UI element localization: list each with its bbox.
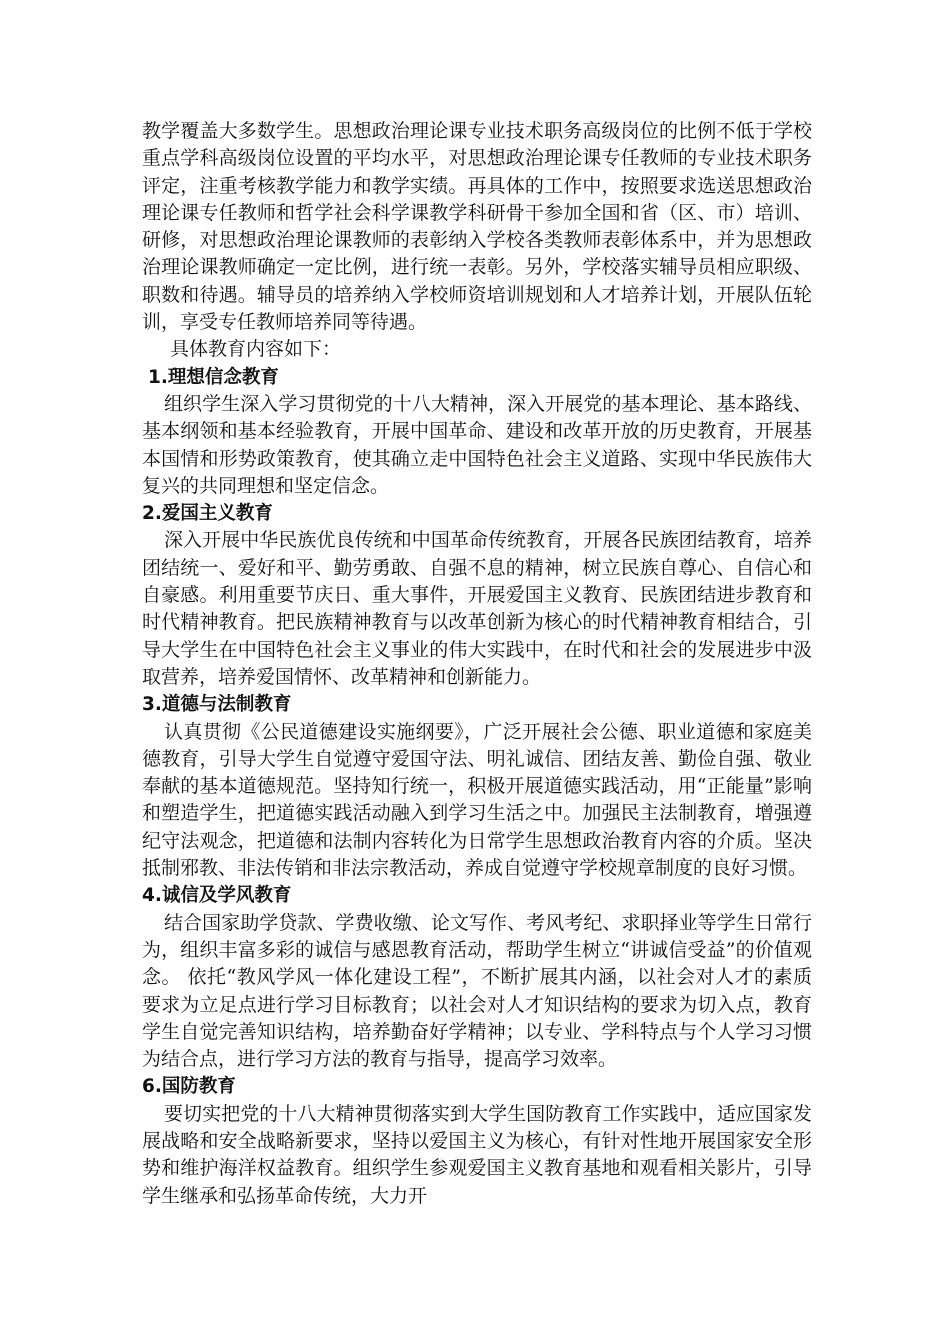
section-heading-morality-law: 3.道德与法制教育 [142,694,292,716]
section-heading-national-defense: 6.国防教育 [142,1076,236,1098]
section-body-integrity-study: 结合国家助学贷款、学费收缴、论文写作、考风考纪、求职择业等学生日常行为，组织丰富多彩的诚信与感恩教育活动，帮助学生树立“讲诚信受益”的价值观念。 依托“教风学风一体化建设工程”，不断扩展其内涵，以社会对人才的素质要求为立足点进行学习目标教育；以社会对人才知识结构的要求为切入点，教育学生自觉完善知识结构，培养勤奋好学精神；以专业、学科特点与个人学习习惯为结合点，进行学习方法的教育与指导，提高学习效率。 [142,911,812,1071]
section-heading-integrity-study: 4.诚信及学风教育 [142,885,292,907]
section-heading-ideals: 1.理想信念教育 [148,366,279,388]
section-body-ideals: 组织学生深入学习贯彻党的十八大精神，深入开展党的基本理论、基本路线、基本纲领和基本经验教育，开展中国革命、建设和改革开放的历史教育，开展基本国情和形势政策教育，使其确立走中国特色社会主义道路、实现中华民族伟大复兴的共同理想和坚定信念。 [142,392,812,497]
section-heading-patriotism: 2.爱国主义教育 [142,503,273,525]
document-page [142,118,812,1210]
lead-in-text: 具体教育内容如下： [170,338,342,361]
section-body-morality-law: 认真贯彻《公民道德建设实施纲要》，广泛开展社会公德、职业道德和家庭美德教育，引导大学生自觉遵守爱国守法、明礼诚信、团结友善、勤俭自强、敬业奉献的基本道德规范。坚持知行统一，积极开展道德实践活动，用“正能量”影响和塑造学生，把道德实践活动融入到学习生活之中。加强民主法制教育，增强遵纪守法观念，把道德和法制内容转化为日常学生思想政治教育内容的介质。坚决抵制邪教、非法传销和非法宗教活动，养成自觉遵守学校规章制度的良好习惯。 [142,720,812,880]
section-body-patriotism: 深入开展中华民族优良传统和中国革命传统教育，开展各民族团结教育，培养团结统一、爱好和平、勤劳勇敢、自强不息的精神，树立民族自尊心、自信心和自豪感。利用重要节庆日、重大事件，开展爱国主义教育、民族团结进步教育和时代精神教育。把民族精神教育与以改革创新为核心的时代精神教育相结合，引导大学生在中国特色社会主义事业的伟大实践中，在时代和社会的发展进步中汲取营养，培养爱国情怀、改革精神和创新能力。 [142,529,812,688]
section-body-national-defense: 要切实把党的十八大精神贯彻落实到大学生国防教育工作实践中，适应国家发展战略和安全战略新要求，坚持以爱国主义为核心，有针对性地开展国家安全形势和维护海洋权益教育。组织学生参观爱国主义教育基地和观看相关影片，引导学生继承和弘扬革命传统，大力开 [142,1102,812,1207]
intro-paragraph: 教学覆盖大多数学生。思想政治理论课专业技术职务高级岗位的比例不低于学校重点学科高级岗位设置的平均水平，对思想政治理论课专任教师的专业技术职务评定，注重考核教学能力和教学实绩。再具体的工作中，按照要求选送思想政治理论课专任教师和哲学社会科学课教学科研骨干参加全国和省（区、市）培训、研修，对思想政治理论课教师的表彰纳入学校各类教师表彰体系中，并为思想政治理论课教师确定一定比例，进行统一表彰。另外，学校落实辅导员相应职级、职数和待遇。辅导员的培养纳入学校师资培训规划和人才培养计划，开展队伍轮训，享受专任教师培养同等待遇。 [142,120,812,334]
